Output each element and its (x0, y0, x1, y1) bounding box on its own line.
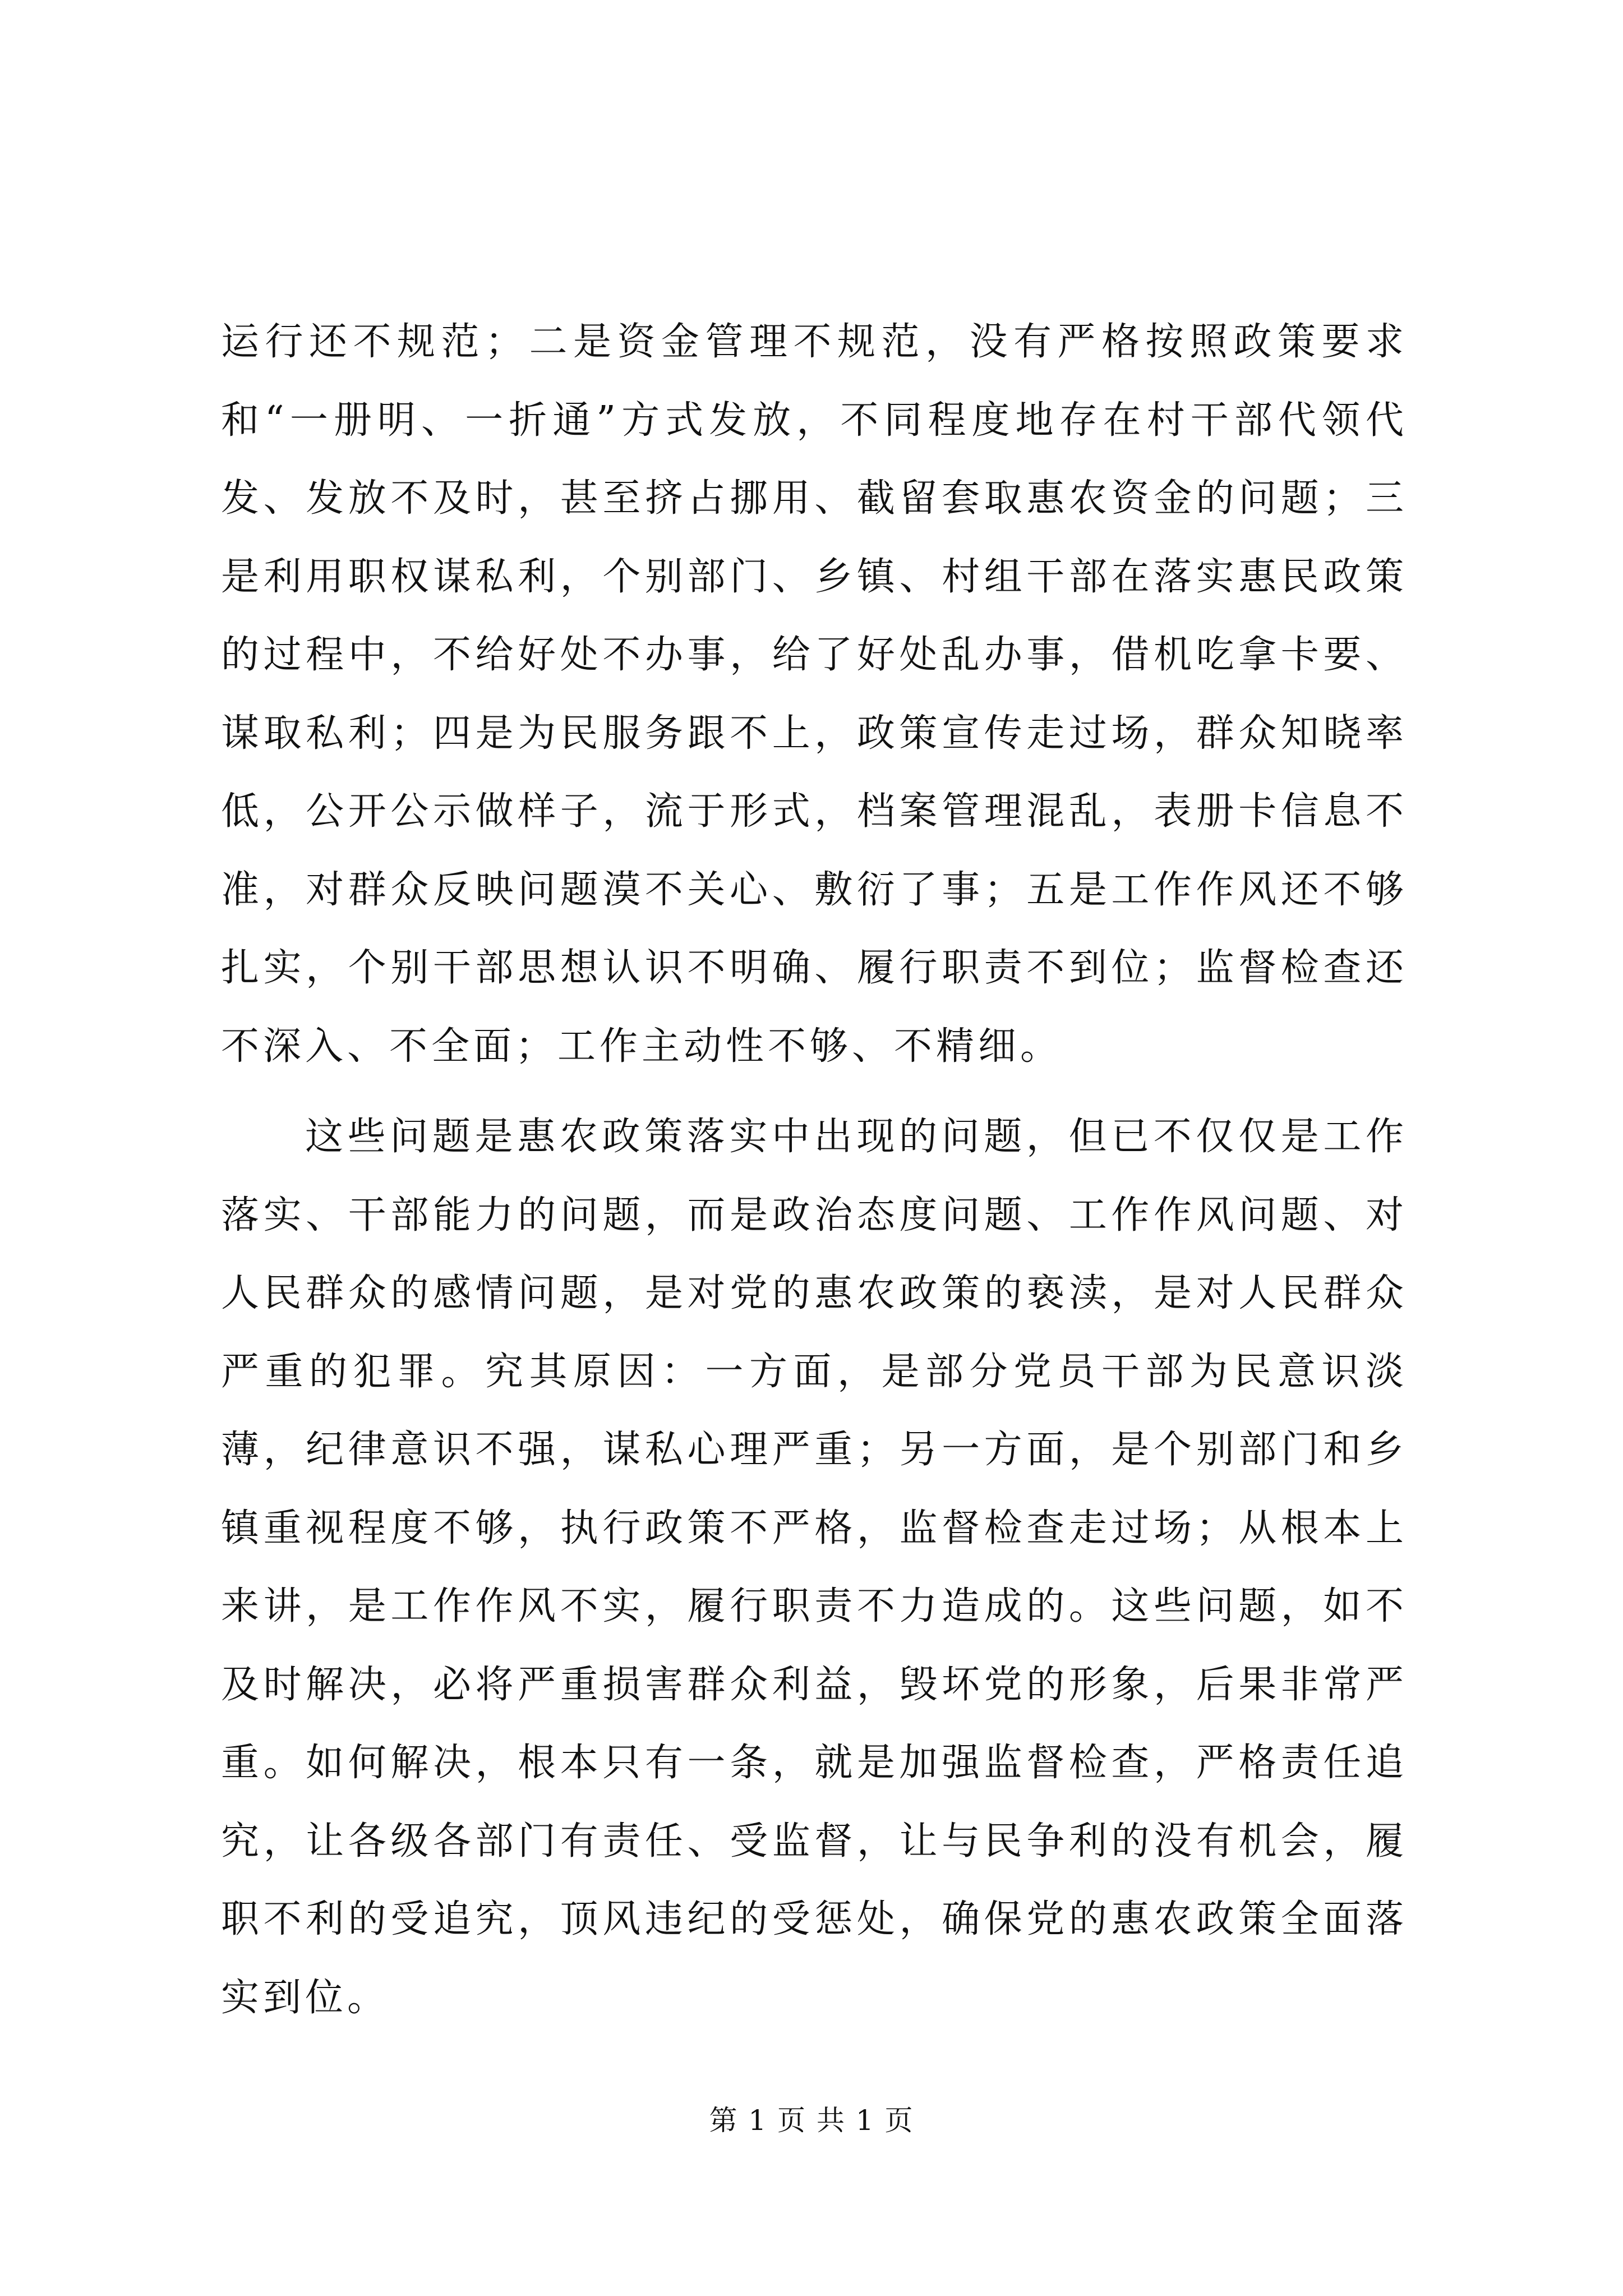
paragraph-continuation: 运行还不规范；二是资金管理不规范，没有严格按照政策要求和“一册明、一折通”方式发放，不同程度地存在村干部代领代发、发放不及时，甚至挤占挪用、截留套取惠农资金的问题；三是利用职权谋私利，个别部门、乡镇、村组干部在落实惠民政策的过程中，不给好处不办事，给了好处乱办事，借机吃拿卡要、谋取私利；四是为民服务跟不上，政策宣传走过场，群众知晓率低，公开公示做样子，流于形式，档案管理混乱，表册卡信息不准，对群众反映问题漠不关心、敷衍了事；五是工作作风还不够扎实，个别干部思想认识不明确、履行职责不到位；监督检查还不深入、不全面；工作主动性不够、不精细。 (221, 320, 1408, 1069)
document-body (221, 303, 1408, 2037)
paragraph-analysis: 这些问题是惠农政策落实中出现的问题，但已不仅仅是工作落实、干部能力的问题，而是政治态度问题、工作作风问题、对人民群众的感情问题，是对党的惠农政策的亵渎，是对人民群众严重的犯罪。究其原因：一方面，是部分党员干部为民意识淡薄，纪律意识不强，谋私心理严重；另一方面，是个别部门和乡镇重视程度不够，执行政策不严格，监督检查走过场；从根本上来讲，是工作作风不实，履行职责不力造成的。这些问题，如不及时解决，必将严重损害群众利益，毁坏党的形象，后果非常严重。如何解决，根本只有一条，就是加强监督检查，严格责任追究，让各级各部门有责任、受监督，让与民争利的没有机会，履职不利的受追究，顶风违纪的受惩处，确保党的惠农政策全面落实到位。 (221, 1115, 1408, 2020)
page-footer: 第 1 页 共 1 页 (709, 2104, 914, 2137)
